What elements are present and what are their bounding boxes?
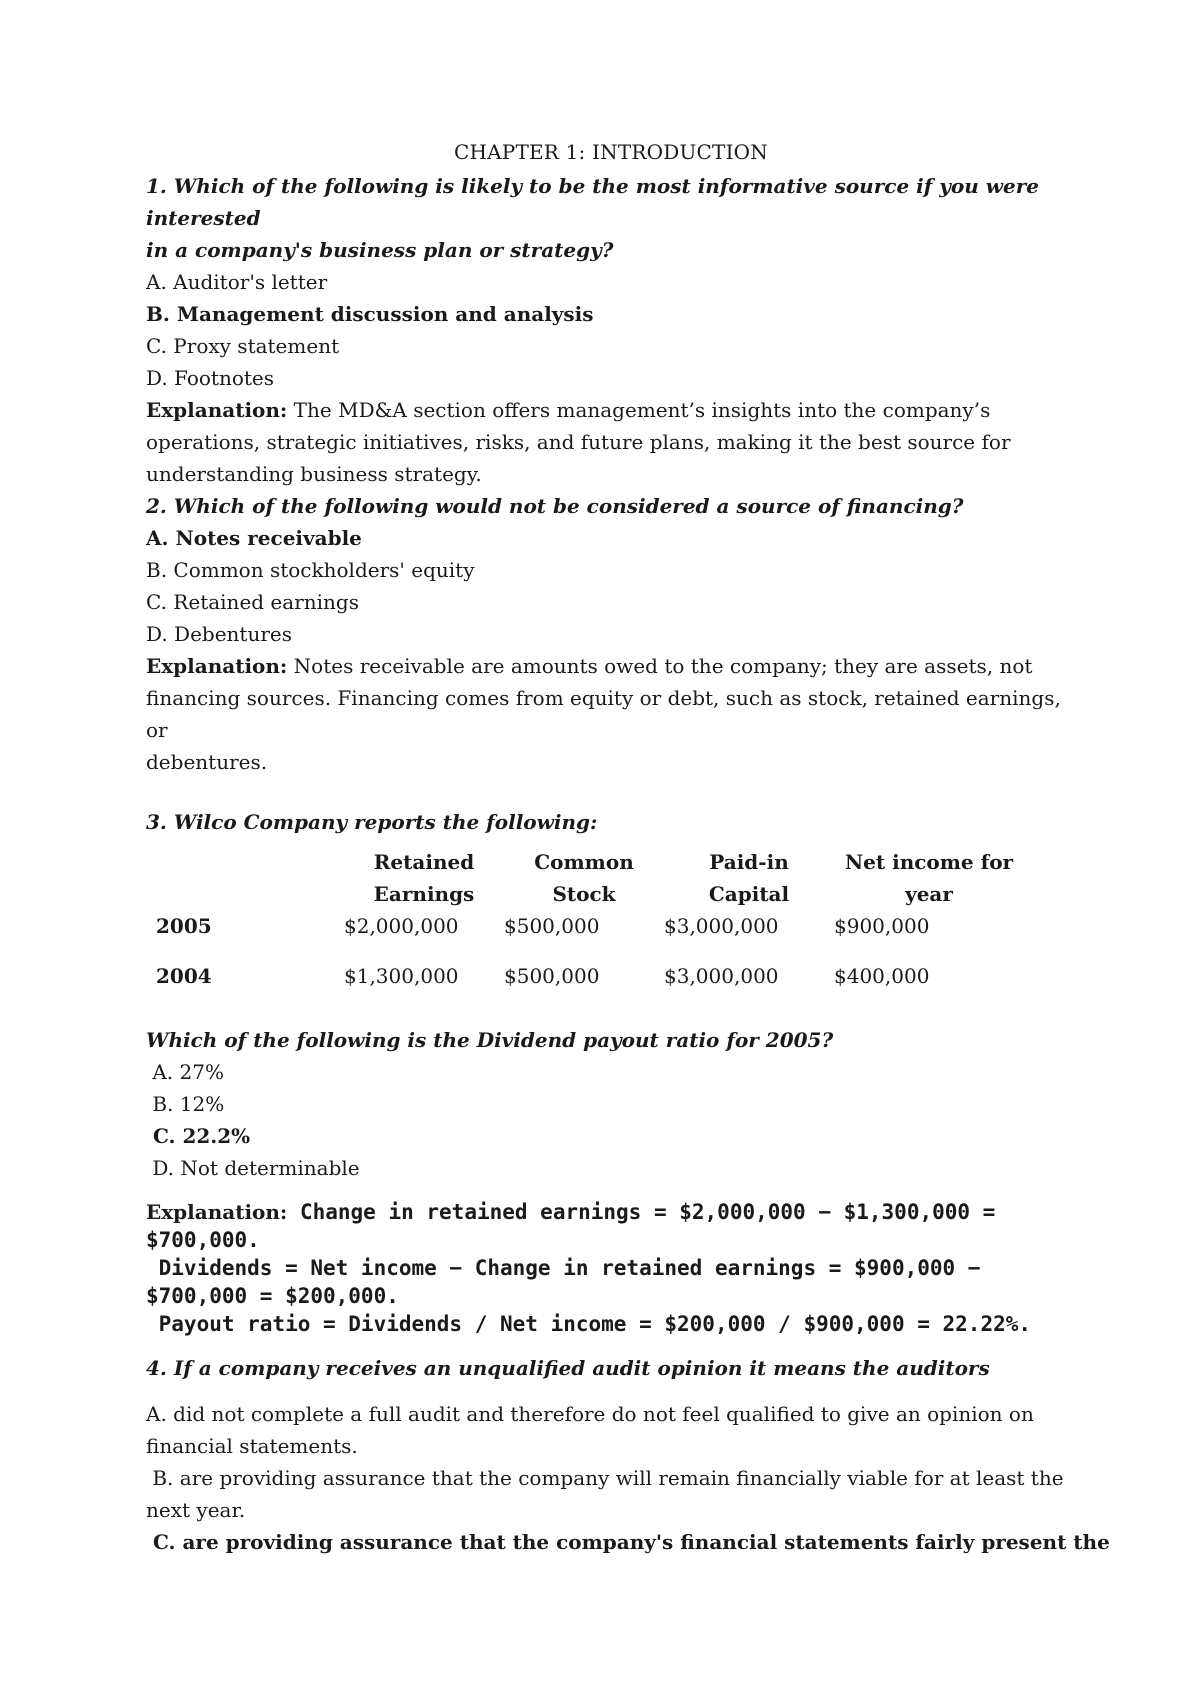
q2-explanation-line-1 — [146, 650, 1076, 682]
q3-explanation-line-3: Dividends = Net income − Change in retained earnings = $900,000 − — [146, 1256, 981, 1280]
q2-option-b: B. Common stockholders' equity — [146, 558, 475, 582]
cell-net-income: $400,000 — [834, 964, 930, 988]
q3-option-d: D. Not determinable — [146, 1156, 360, 1180]
header-net-income-line-1: Net income for — [844, 850, 1014, 874]
q4-option-b-line-1: B. are providing assurance that the company will remain financially viable for at least the — [146, 1466, 1064, 1490]
question-2 — [146, 490, 1076, 778]
q3-explanation-line-5: Payout ratio = Dividends / Net income = $200,000 / $900,000 = 22.22%. — [146, 1312, 1032, 1336]
q1-explanation-line-2: operations, strategic initiatives, risks, and future plans, making it the best source for — [146, 430, 1011, 454]
header-paid-in-capital-line-1: Paid-in — [709, 850, 789, 874]
q4-option-a-line-1: A. did not complete a full audit and therefore do not feel qualified to give an opinion on — [146, 1402, 1034, 1426]
q1-option-b-answer: B. Management discussion and analysis — [146, 302, 594, 326]
q2-option-c: C. Retained earnings — [146, 590, 359, 614]
q3-explanation — [146, 1198, 1076, 1338]
table-row — [156, 960, 1024, 1010]
question-1 — [146, 170, 1076, 490]
q1-explanation-label: Explanation: — [146, 398, 288, 422]
header-common-stock-line-2: Stock — [552, 882, 616, 906]
q3-explanation-line-1 — [146, 1198, 1076, 1226]
document-page — [146, 140, 1110, 1558]
header-net-income — [834, 846, 1024, 910]
spacer — [146, 1184, 1076, 1198]
q2-option-d: D. Debentures — [146, 622, 293, 646]
q3-option-a: A. 27% — [146, 1060, 224, 1084]
cell-paid-in-capital: $3,000,000 — [664, 914, 779, 938]
q3-option-c-answer: C. 22.2% — [146, 1124, 251, 1148]
row-year: 2005 — [156, 914, 212, 938]
q2-explanation-line-3: debentures. — [146, 750, 268, 774]
cell-retained-earnings: $1,300,000 — [344, 964, 459, 988]
q3-explanation-label: Explanation: — [146, 1200, 288, 1224]
question-2-text: 2. Which of the following would not be considered a source of financing? — [146, 494, 964, 518]
question-3-text: Which of the following is the Dividend payout ratio for 2005? — [146, 1028, 834, 1052]
header-common-stock — [504, 846, 664, 910]
question-4 — [146, 1352, 1110, 1558]
cell-common-stock: $500,000 — [504, 914, 600, 938]
q1-option-a: A. Auditor's letter — [146, 270, 328, 294]
table-row — [156, 910, 1024, 960]
q3-explanation-line-4: $700,000 = $200,000. — [146, 1284, 399, 1308]
spacer — [146, 1010, 1076, 1024]
question-1-text-line-1: 1. Which of the following is likely to be the most informative source if you were interested — [146, 174, 1039, 230]
cell-net-income: $900,000 — [834, 914, 930, 938]
question-3 — [146, 806, 1076, 1338]
header-retained-earnings-line-2: Earnings — [373, 882, 475, 906]
spacer — [146, 1338, 1076, 1352]
q1-explanation-line-3: understanding business strategy. — [146, 462, 482, 486]
chapter-title: CHAPTER 1: INTRODUCTION — [454, 140, 768, 164]
q3-explanation-text-1: Change in retained earnings = $2,000,000 − $1,300,000 = — [287, 1200, 996, 1224]
table-header-row — [156, 846, 1024, 910]
q4-option-c-answer-line-1: C. are providing assurance that the company's financial statements fairly present the — [146, 1530, 1110, 1554]
question-1-text-line-2: in a company's business plan or strategy? — [146, 238, 614, 262]
q1-option-d: D. Footnotes — [146, 366, 274, 390]
table-header-empty — [156, 846, 344, 910]
header-common-stock-line-1: Common — [534, 850, 634, 874]
row-year: 2004 — [156, 964, 212, 988]
header-retained-earnings-line-1: Retained — [373, 850, 475, 874]
header-retained-earnings — [344, 846, 504, 910]
spacer — [146, 1384, 1076, 1398]
q4-option-b-line-2: next year. — [146, 1498, 246, 1522]
q3-explanation-line-2: $700,000. — [146, 1228, 260, 1252]
header-paid-in-capital-line-2: Capital — [708, 882, 790, 906]
q1-explanation-line-1 — [146, 394, 1076, 426]
question-3-intro: 3. Wilco Company reports the following: — [146, 810, 598, 834]
q2-option-a-answer: A. Notes receivable — [146, 526, 362, 550]
header-paid-in-capital — [664, 846, 834, 910]
spacer — [146, 778, 1076, 806]
q2-explanation-line-2: financing sources. Financing comes from equity or debt, such as stock, retained earnings, or — [146, 686, 1061, 742]
q2-explanation-label: Explanation: — [146, 654, 288, 678]
q1-explanation-text-1: The MD&A section offers management’s insights into the company’s — [287, 398, 991, 422]
q3-option-b: B. 12% — [146, 1092, 225, 1116]
financial-data-table — [156, 846, 1024, 1010]
q1-option-c: C. Proxy statement — [146, 334, 340, 358]
q4-option-a-line-2: financial statements. — [146, 1434, 358, 1458]
cell-retained-earnings: $2,000,000 — [344, 914, 459, 938]
header-net-income-line-2: year — [905, 882, 953, 906]
cell-common-stock: $500,000 — [504, 964, 600, 988]
cell-paid-in-capital: $3,000,000 — [664, 964, 779, 988]
q2-explanation-text-1: Notes receivable are amounts owed to the company; they are assets, not — [287, 654, 1033, 678]
question-4-text: 4. If a company receives an unqualified audit opinion it means the auditors — [146, 1356, 990, 1380]
